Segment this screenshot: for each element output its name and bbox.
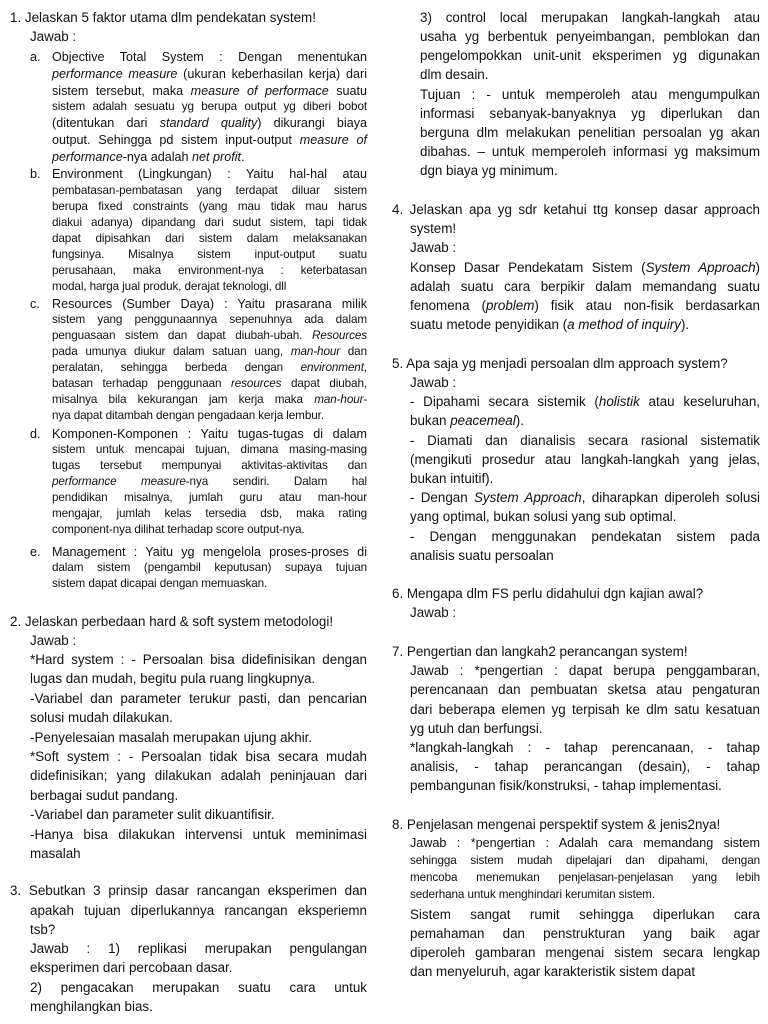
text-line: berguna dlm melakukan penelitian persoalan yg akan <box>420 125 760 140</box>
text-line: - Dipahami secara sistemik (holistik atau keseluruhan, <box>410 394 760 409</box>
text-line: a. <box>30 50 41 64</box>
text-line: masalah <box>30 846 81 861</box>
text-line: *Soft system : - Persoalan tidak bisa secara mudah <box>30 749 367 764</box>
text-line: fungsinya. Misalnya sistem input-output suatu <box>52 248 367 261</box>
text-line: pada umunya diukur dalam satuan uang, man-hour dan <box>52 345 367 358</box>
text-line: -Penyelesaian masalah merupakan ujung akhir. <box>30 730 313 745</box>
text-line: mengajar, jumlah kelas tersedia dsb, maka rating <box>52 507 367 520</box>
text-line: 3) control local merupakan langkah-langkah atau <box>420 10 760 25</box>
text-line: yang optimal, bukan solusi yang sub optimal. <box>410 509 677 524</box>
text-line: output. Sehingga pd sistem input-output measure of <box>52 133 368 147</box>
text-line: pendidikan misalnya, jumlah guru atau man-hour <box>52 491 367 504</box>
text-line: Jawab : <box>30 29 77 44</box>
text-line: sistem adalah sesuatu yg berupa output yg diberi bobot <box>52 100 367 113</box>
text-line: diperoleh gambaran mengenai sistem secara lengkap <box>410 945 760 960</box>
text-line: performance-nya adalah net profit. <box>52 150 245 164</box>
text-line: Resources (Sumber Daya) : Yaitu prasarana milik <box>52 297 367 311</box>
text-line: sederhana untuk menghindari kerumitan sistem. <box>410 888 655 901</box>
text-line: Sistem sangat rumit sehingga diperlukan cara <box>410 907 760 922</box>
text-line: 6. Mengapa dlm FS perlu didahului dgn kajian awal? <box>392 586 704 601</box>
text-line: Objective Total System : Dengan menentukan <box>52 50 367 64</box>
text-line: misalnya bila kekurangan jam kerja maka man-hour- <box>52 393 367 406</box>
text-line: batasan terhadap penggunaan resources dapat diubah, <box>52 377 367 390</box>
text-line: 3. Sebutkan 3 prinsip dasar rancangan eksperimen dan <box>10 883 367 898</box>
text-line: Jawab : *pengertian : dapat berupa penggambaran, <box>410 663 760 678</box>
text-line: Jawab : <box>30 633 77 648</box>
text-line: performance measure-nya sendiri. Dalam hal <box>52 475 367 488</box>
text-line: bukan intuitif). <box>410 471 494 486</box>
text-line: lugas dan mudah, begitu pula ruang lingkupnya. <box>30 671 316 686</box>
text-line: analisis suatu persoalan <box>410 548 554 563</box>
text-line: fenomena (problem) fisik atau non-fisik berdasarkan <box>410 298 760 313</box>
text-line: -Variabel dan parameter terukur pasti, dan pencarian <box>30 691 367 706</box>
text-line: 4. Jelaskan apa yg sdr ketahui ttg konsep dasar approach <box>392 202 760 217</box>
text-line: dibahas. – untuk memperoleh informasi yg maksimum <box>420 144 760 159</box>
text-line: pemahaman dan penstrukturan yang baik agar <box>410 926 760 941</box>
text-line: -Hanya bisa dilakukan intervensi untuk meminimasi <box>30 827 367 842</box>
text-line: Jawab : <box>410 240 457 255</box>
text-line: *Hard system : - Persoalan bisa didefinisikan dengan <box>30 652 367 667</box>
text-line: nya dapat ditambah dengan pengadaan kerja lembur. <box>52 409 324 422</box>
text-line: (ditentukan dari standard quality) dikurangi biaya <box>52 116 367 130</box>
text-line: 5. Apa saja yg menjadi persoalan dlm approach system? <box>392 356 728 371</box>
text-line: *langkah-langkah : - tahap perencanaan, - tahap <box>410 740 760 755</box>
text-line: d. <box>30 427 41 441</box>
text-line: Konsep Dasar Pendekatam Sistem (System Approach) <box>410 260 760 275</box>
text-line: yg utuh dan berfungsi. <box>410 721 543 736</box>
text-line: didefinisikan; yang dilakukan adalah peninjauan dari <box>30 768 367 783</box>
text-line: eksperimen dari percobaan dasar. <box>30 960 233 975</box>
text-line: 8. Penjelasan mengenai perspektif system & jenis2nya! <box>392 817 721 832</box>
text-line: solusi mudah dilakukan. <box>30 710 173 725</box>
text-line: penguasaan sistem dan dapat diubah-ubah. Resources <box>52 329 367 342</box>
text-line: modal, harga jual produk, derajat teknologi, dll <box>52 280 287 293</box>
text-line: informasi sebanyak-banyaknya yg diperlukan dan <box>420 106 760 121</box>
text-line: pengelompokkan unit-unit eksperimen yg digunakan <box>420 48 760 63</box>
text-line: perusahaan, maka environment-nya : keterbatasan <box>52 264 367 277</box>
text-line: sistem tersebut, maka measure of performace suatu <box>52 84 368 98</box>
text-line: Jawab : <box>410 605 457 620</box>
text-line: dari beberapa elemen yg terpisah ke dlm satu kesatuan <box>410 702 760 717</box>
text-line: dgn biaya yg minimum. <box>420 163 558 178</box>
text-line: peralatan, sehingga berbeda dengan environment, <box>52 361 367 374</box>
text-line: e. <box>30 545 41 559</box>
text-line: bukan peacemeal). <box>410 413 524 428</box>
text-line: b. <box>30 167 41 181</box>
text-line: Tujuan : - untuk memperoleh atau mengumpulkan <box>420 87 760 102</box>
text-line: component-nya dilihat terhadap score output-nya. <box>52 523 305 536</box>
text-line: sehingga sistem mudah dipelajari dan dipahami, dengan <box>410 854 760 867</box>
text-line: - Diamati dan dianalisis secara rasional sistematik <box>410 433 760 448</box>
text-line: Jawab : 1) replikasi merupakan pengulangan <box>30 941 367 956</box>
text-line: berupa fixed constraints (yang mau tidak mau harus <box>52 200 367 213</box>
text-line: (mengikuti prosedur atau langkah-langkah yang jelas, <box>410 452 760 467</box>
text-line: -Variabel dan parameter sulit dikuantifisir. <box>30 807 275 822</box>
text-line: pembatasan-pembatasan yang terdapat diluar sistem <box>52 184 367 197</box>
text-line: tsb? <box>30 922 56 937</box>
text-line: diakui adanya) dipandang dari sudut sistem, tapi tidak <box>52 216 367 229</box>
text-line: sistem untuk mencapai tujuan, dimana masing-masing <box>52 443 367 456</box>
text-line: Management : Yaitu yg mengelola proses-proses di <box>52 545 367 559</box>
text-line: system! <box>410 221 457 236</box>
text-line: sistem yang penggunaannya sepenuhnya ada dalam <box>52 313 367 326</box>
text-line: 7. Pengertian dan langkah2 perancangan system! <box>392 644 688 659</box>
text-line: dan menyeluruh, agar karakteristik sistem dapat <box>410 964 696 979</box>
text-line: perencanaan dan pembuatan sketsa atau pengaturan <box>410 682 760 697</box>
text-line: menghilangkan bias. <box>30 999 153 1014</box>
text-line: pembangunan fisik/konstruksi, - tahap implementasi. <box>410 778 722 793</box>
text-line: adalah suatu cara berpikir dalam memandang suatu <box>410 279 760 294</box>
text-line: dalam sistem (pengambil keputusan) supaya tujuan <box>52 561 367 574</box>
text-line: tugas tersebut mempunyai aktivitas-aktivitas dan <box>52 459 367 472</box>
text-line: 1. Jelaskan 5 faktor utama dlm pendekatan system! <box>10 10 316 25</box>
text-line: 2) pengacakan merupakan suatu cara untuk <box>30 980 367 995</box>
text-line: - Dengan System Approach, diharapkan diperoleh solusi <box>410 490 760 505</box>
text-line: usaha yg berbentuk penyeimbangan, pemblokan dan <box>420 29 760 44</box>
text-line: Komponen-Komponen : Yaitu tugas-tugas di dalam <box>52 427 367 441</box>
text-line: 2. Jelaskan perbedaan hard & soft system metodologi! <box>10 614 334 629</box>
text-line: Environment (Lingkungan) : Yaitu hal-hal atau <box>52 167 367 181</box>
text-line: Jawab : <box>410 375 457 390</box>
text-line: apakah tujuan diperlukannya rancangan eksperiemn <box>30 903 367 918</box>
text-line: Jawab : *pengertian : Adalah cara memandang sistem <box>410 836 760 850</box>
text-line: mencoba menemukan penjelasan-penjelasan yang lebih <box>410 871 760 884</box>
text-line: berbagai sudut pandang. <box>30 788 179 803</box>
text-line: suatu metode penyidikan (a method of inquiry). <box>410 317 690 332</box>
text-line: dlm desain. <box>420 67 489 82</box>
text-line: - Dengan menggunakan pendekatan sistem pada <box>410 529 760 544</box>
text-line: performance measure (ukuran keberhasilan kerja) dari <box>52 67 367 81</box>
text-line: analisis, - tahap perancangan (desain), - tahap <box>410 759 760 774</box>
text-line: dapat dipisahkan dari sistem dalam melaksanakan <box>52 232 367 245</box>
text-line: sistem dapat dicapai dengan memuaskan. <box>52 577 268 590</box>
text-line: c. <box>30 297 40 311</box>
